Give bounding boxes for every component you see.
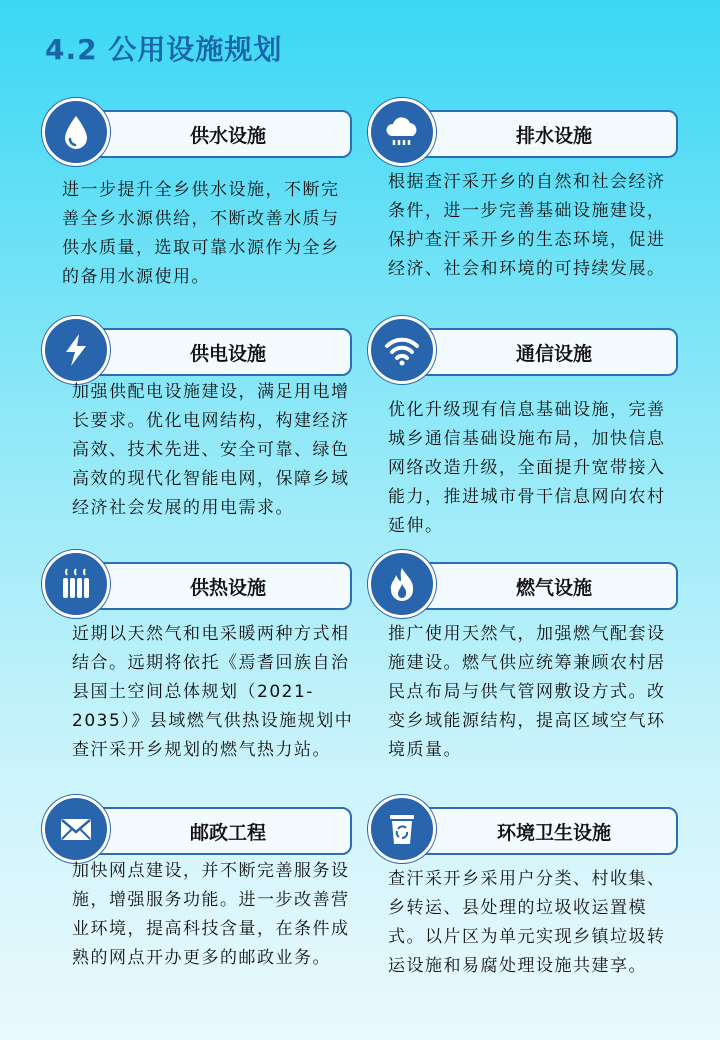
- icon-badge: [42, 316, 110, 384]
- section-text: 进一步提升全乡供水设施，不断完善全乡水源供给，不断改善水质与供水质量，选取可靠水源作为全乡的备用水源使用。: [62, 180, 340, 287]
- section-text: 加快网点建设，并不断完善服务设施，增强服务功能。进一步改善营业环境，提高科技含量，在条件成熟的网点开办更多的邮政业务。: [72, 861, 350, 968]
- section-title: 排水设施: [515, 124, 592, 147]
- section-text: 加强供配电设施建设，满足用电增长要求。优化电网结构，构建经济高效、技术先进、安全可靠、绿色高效的现代化智能电网，保障乡域经济社会发展的用电需求。: [72, 382, 350, 518]
- section-header: [42, 98, 352, 174]
- section-title: 供电设施: [189, 342, 266, 365]
- icon-badge: [42, 98, 110, 166]
- section-text: 近期以天然气和电采暖两种方式相结合。远期将依托《焉耆回族自治县国土空间总体规划（2021-2035）》县域燃气供热设施规划中查汗采开乡规划的燃气热力站。: [72, 624, 354, 760]
- water-drop-icon: [56, 112, 96, 152]
- icon-badge: [368, 98, 436, 166]
- section-text: 优化升级现有信息基础设施，完善城乡通信基础设施布局，加快信息网络改造升级，全面提升宽带接入能力，推进城市骨干信息网向农村延伸。: [388, 400, 666, 536]
- flame-icon: [382, 564, 422, 604]
- icon-badge: [368, 795, 436, 863]
- section-header: [368, 316, 678, 392]
- section-text: 根据查汗采开乡的自然和社会经济条件，进一步完善基础设施建设，保护查汗采开乡的生态环境，促进经济、社会和环境的可持续发展。: [388, 172, 666, 279]
- radiator-icon: [56, 564, 96, 604]
- wifi-icon: [382, 330, 422, 370]
- page-title: 4.2 公用设施规划: [45, 33, 283, 66]
- section-title: 供水设施: [189, 124, 266, 147]
- section-title: 供热设施: [189, 576, 266, 599]
- section-header: [368, 795, 678, 871]
- section-title: 环境卫生设施: [496, 821, 611, 844]
- section-header: [368, 98, 678, 174]
- icon-badge: [42, 795, 110, 863]
- section-text: 查汗采开乡采用户分类、村收集、乡转运、县处理的垃圾收运置模式。以片区为单元实现乡镇垃圾转运设施和易腐处理设施共建享。: [388, 869, 666, 976]
- icon-badge: [42, 550, 110, 618]
- section-title: 燃气设施: [515, 576, 592, 599]
- icon-badge: [368, 550, 436, 618]
- section-title: 通信设施: [515, 342, 592, 365]
- lightning-icon: [56, 330, 96, 370]
- section-text: 推广使用天然气，加强燃气配套设施建设。燃气供应统筹兼顾农村居民点布局与供气管网敷设方式。改变乡域能源结构，提高区域空气环境质量。: [388, 624, 666, 760]
- section-header: [368, 550, 678, 626]
- envelope-icon: [56, 809, 96, 849]
- recycle-bin-icon: [382, 809, 422, 849]
- rain-cloud-icon: [382, 112, 422, 152]
- section-header: [42, 550, 352, 626]
- icon-badge: [368, 316, 436, 384]
- section-title: 邮政工程: [189, 821, 266, 844]
